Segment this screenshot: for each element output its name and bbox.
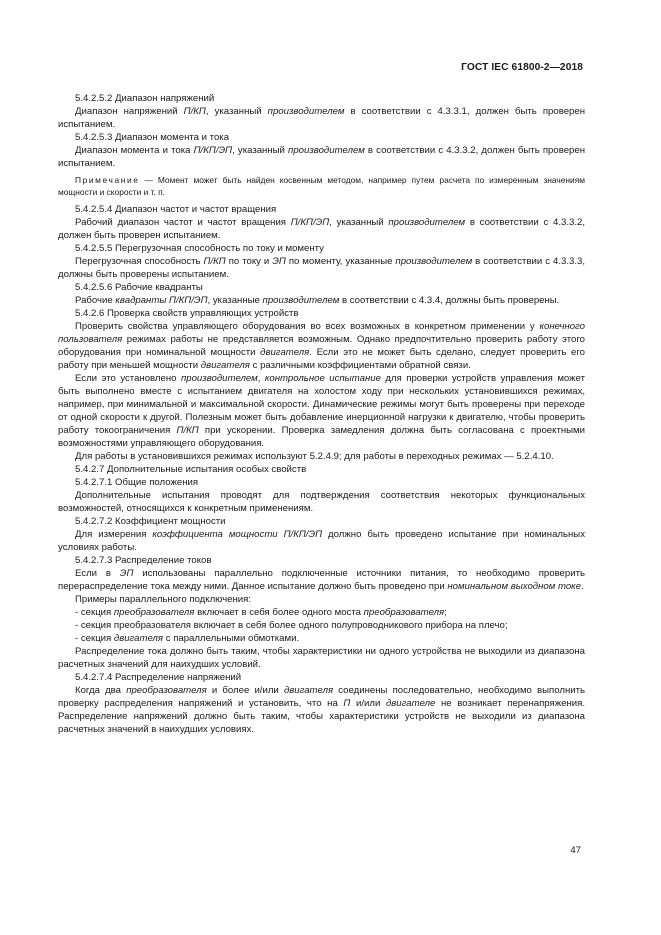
text-run: Если это установлено (75, 373, 181, 385)
body-paragraph (58, 294, 585, 307)
text-run: 5.4.2.6 Проверка свойств управляющих устройств (75, 308, 299, 320)
text-run: , указанные (207, 295, 263, 307)
text-run: включает в себя более одного моста (194, 607, 364, 619)
emphasized-term: производителем (288, 145, 365, 156)
text-run: Перегрузочная способность (75, 256, 204, 268)
text-run: по току и (225, 256, 273, 268)
text-run: . (581, 581, 584, 593)
emphasized-term: преобразователя (363, 607, 445, 619)
text-run: Проверить свойства управляющего оборудования во всех возможных в конкретном применении у (75, 321, 540, 333)
emphasized-term: двигателя (283, 685, 334, 697)
body-paragraph (58, 450, 585, 463)
emphasized-term: конечного пользователя (58, 321, 585, 346)
body-paragraph (58, 372, 585, 450)
section-heading (58, 476, 585, 489)
text-run: — Момент может быть найден косвенным методом, например путем расчета по измеренным значениям мощности и скорости и т. п. (58, 175, 585, 197)
text-run: с различными коэффициентами обратной связи. (249, 360, 471, 372)
text-run: 5.4.2.5.2 Диапазон напряжений (75, 93, 215, 104)
body-paragraph (58, 105, 585, 131)
text-run: , указанный (329, 217, 389, 229)
text-run: 5.4.2.7 Дополнительные испытания особых свойств (75, 464, 307, 476)
text-run: Диапазон момента и тока (75, 145, 194, 156)
body-paragraph (58, 528, 585, 554)
emphasized-term: производителем (262, 295, 340, 307)
section-heading (58, 307, 585, 320)
emphasized-term: двигателя (260, 347, 310, 359)
text-run: Рабочий диапазон частот и частот вращения (75, 217, 291, 229)
emphasized-term: двигателя (113, 633, 164, 645)
emphasized-term: П/КП (176, 425, 199, 437)
body-paragraph (58, 684, 585, 736)
text-run: , указанный (205, 106, 268, 117)
text-run: Для работы в установившихся режимах используют 5.2.4.9; для работы в переходных режимах — 5.2.4.10. (75, 451, 554, 463)
section-heading (58, 203, 585, 216)
body-paragraph (58, 320, 585, 372)
text-run: ; (444, 607, 447, 619)
text-run: соединены последовательно, необходимо выполнить проверку распределения напряжений и установить, что на (58, 685, 586, 710)
document-body (58, 92, 585, 736)
text-run: в соответствии с 4.3.3.3, должны быть проверены испытанием. (58, 256, 586, 281)
page-number: 47 (570, 845, 581, 856)
section-heading (58, 515, 585, 528)
emphasized-term: номинальном выходном токе (447, 581, 582, 593)
note-paragraph (58, 175, 585, 198)
section-heading (58, 131, 585, 144)
text-run: 5.4.2.5.5 Перегрузочная способность по току и моменту (75, 243, 324, 255)
text-run: в соответствии с 4.3.4, должны быть проверены. (339, 295, 560, 307)
text-run: Дополнительные испытания проводят для подтверждения соответствия некоторых функциональных возможностей, относящихся к конкретным применениям. (58, 490, 585, 515)
emphasized-term: ЭП (272, 256, 286, 268)
text-run: и/или (350, 698, 386, 710)
emphasized-term: П/КП (203, 256, 226, 268)
text-run: Распределение тока должно быть таким, чтобы характеристики ни одного устройства не выходили из диапазона расчетных значений для наихудших условий. (58, 646, 585, 671)
list-item (58, 619, 585, 632)
text-run: 5.4.2.7.4 Распределение напряжений (75, 672, 242, 684)
text-run: - секция (75, 633, 114, 645)
text-run: , указанный (232, 145, 289, 156)
text-run: режимах работы не представляется возможным. Однако предпочтительно проверить работу этого оборудования при номинальной мощности (58, 334, 585, 359)
section-heading (58, 554, 585, 567)
section-heading (58, 242, 585, 255)
text-run: Рабочие (75, 295, 116, 307)
section-heading (58, 463, 585, 476)
emphasized-term: ЭП (119, 568, 134, 580)
text-run: 5.4.2.5.6 Рабочие квадранты (75, 282, 203, 294)
text-run: использованы параллельно подключенные источники питания, то необходимо проверить перераспределение тока между ними. Данное испытание должно быть проведено при (58, 568, 585, 593)
text-run: Когда два (75, 685, 127, 697)
document-header: ГОСТ IEC 61800-2—2018 (461, 62, 583, 73)
text-run: Диапазон напряжений (75, 106, 184, 117)
emphasized-term: производителем (388, 217, 466, 229)
body-paragraph (58, 489, 585, 515)
emphasized-term: двигателе (385, 698, 436, 710)
text-run: по моменту, указанные (285, 256, 396, 268)
text-run: Если в (75, 568, 120, 580)
body-paragraph (58, 567, 585, 593)
body-paragraph (58, 144, 585, 170)
text-run: и более и/или (206, 685, 284, 697)
text-run: Для измерения (75, 529, 153, 541)
text-run: , (257, 373, 265, 385)
emphasized-term: П/КП/ЭП (290, 217, 330, 229)
text-run: Примеры параллельного подключения: (75, 594, 252, 606)
text-run: - секция (75, 607, 114, 619)
text-run: 5.4.2.5.4 Диапазон частот и частот вращения (75, 204, 277, 216)
text-run: 5.4.2.7.1 Общие положения (75, 477, 199, 489)
text-run: не возникает перенапряжения. Распределение напряжений должно быть таким, чтобы характеристики устройств не выходили из диапазона расчетных значений в наихудших условиях. (58, 698, 586, 736)
body-paragraph (58, 216, 585, 242)
section-heading (58, 593, 585, 606)
body-paragraph (58, 645, 585, 671)
text-run: в соответствии с 4.3.3.2, должен быть проверен испытанием. (58, 145, 585, 169)
list-item (58, 632, 585, 645)
text-run: 5.4.2.7.3 Распределение токов (75, 555, 212, 567)
text-run: 5.4.2.5.3 Диапазон момента и тока (75, 132, 230, 143)
section-heading (58, 671, 585, 684)
emphasized-term: производителем (180, 373, 258, 385)
list-item (58, 606, 585, 619)
emphasized-term: коэффициента мощности П/КП/ЭП (152, 529, 323, 541)
text-run: с параллельными обмотками. (163, 633, 300, 645)
section-heading (58, 281, 585, 294)
section-heading (58, 92, 585, 105)
text-run: при ускорении. Проверка замедления должна быть согласована с проектными возможностями управляющего оборудования. (58, 425, 585, 450)
text-run: 5.4.2.7.2 Коэффициент мощности (75, 516, 226, 528)
text-run: - секция преобразователя включает в себя более одного полупроводникового прибора на плечо; (75, 620, 508, 632)
text-run: в соответствии с 4.3.3.2, должен быть проверен испытанием. (58, 217, 585, 242)
text-run: для проверки устройств управления может быть выполнено вместе с испытанием двигателя на холостом ходу при нескольких установившихся режимах, например, при минимальной и максимальной скорости. Динамические режимы могут быть проверены при переходе от одной скорости к другой. Полезным может быть добавление инерционной нагрузки к двигателю, чтобы проверить работу токоограничения (58, 373, 585, 437)
emphasized-term: квадранты П/КП/ЭП (115, 295, 208, 307)
text-run: должно быть проведено испытание при номинальных условиях работы. (58, 529, 585, 554)
emphasized-term: двигателя (200, 360, 250, 372)
emphasized-term: преобразователя (113, 607, 195, 619)
emphasized-term: П (343, 698, 351, 710)
emphasized-term: П/КП/ЭП (193, 145, 233, 156)
body-paragraph (58, 255, 585, 281)
emphasized-term: производителем (395, 256, 473, 268)
text-run: в соответствии с 4.3.3.1, должен быть проверен испытанием. (58, 106, 585, 130)
text-run: . Если это не может быть сделано, следует проверить его работу при меньшей мощности (58, 347, 585, 372)
emphasized-term: производителем (267, 106, 345, 117)
emphasized-term: преобразователя (126, 685, 207, 697)
emphasized-term: П/КП (183, 106, 206, 117)
text-run: Примечание (75, 175, 140, 185)
emphasized-term: контрольное испытание (264, 373, 381, 385)
